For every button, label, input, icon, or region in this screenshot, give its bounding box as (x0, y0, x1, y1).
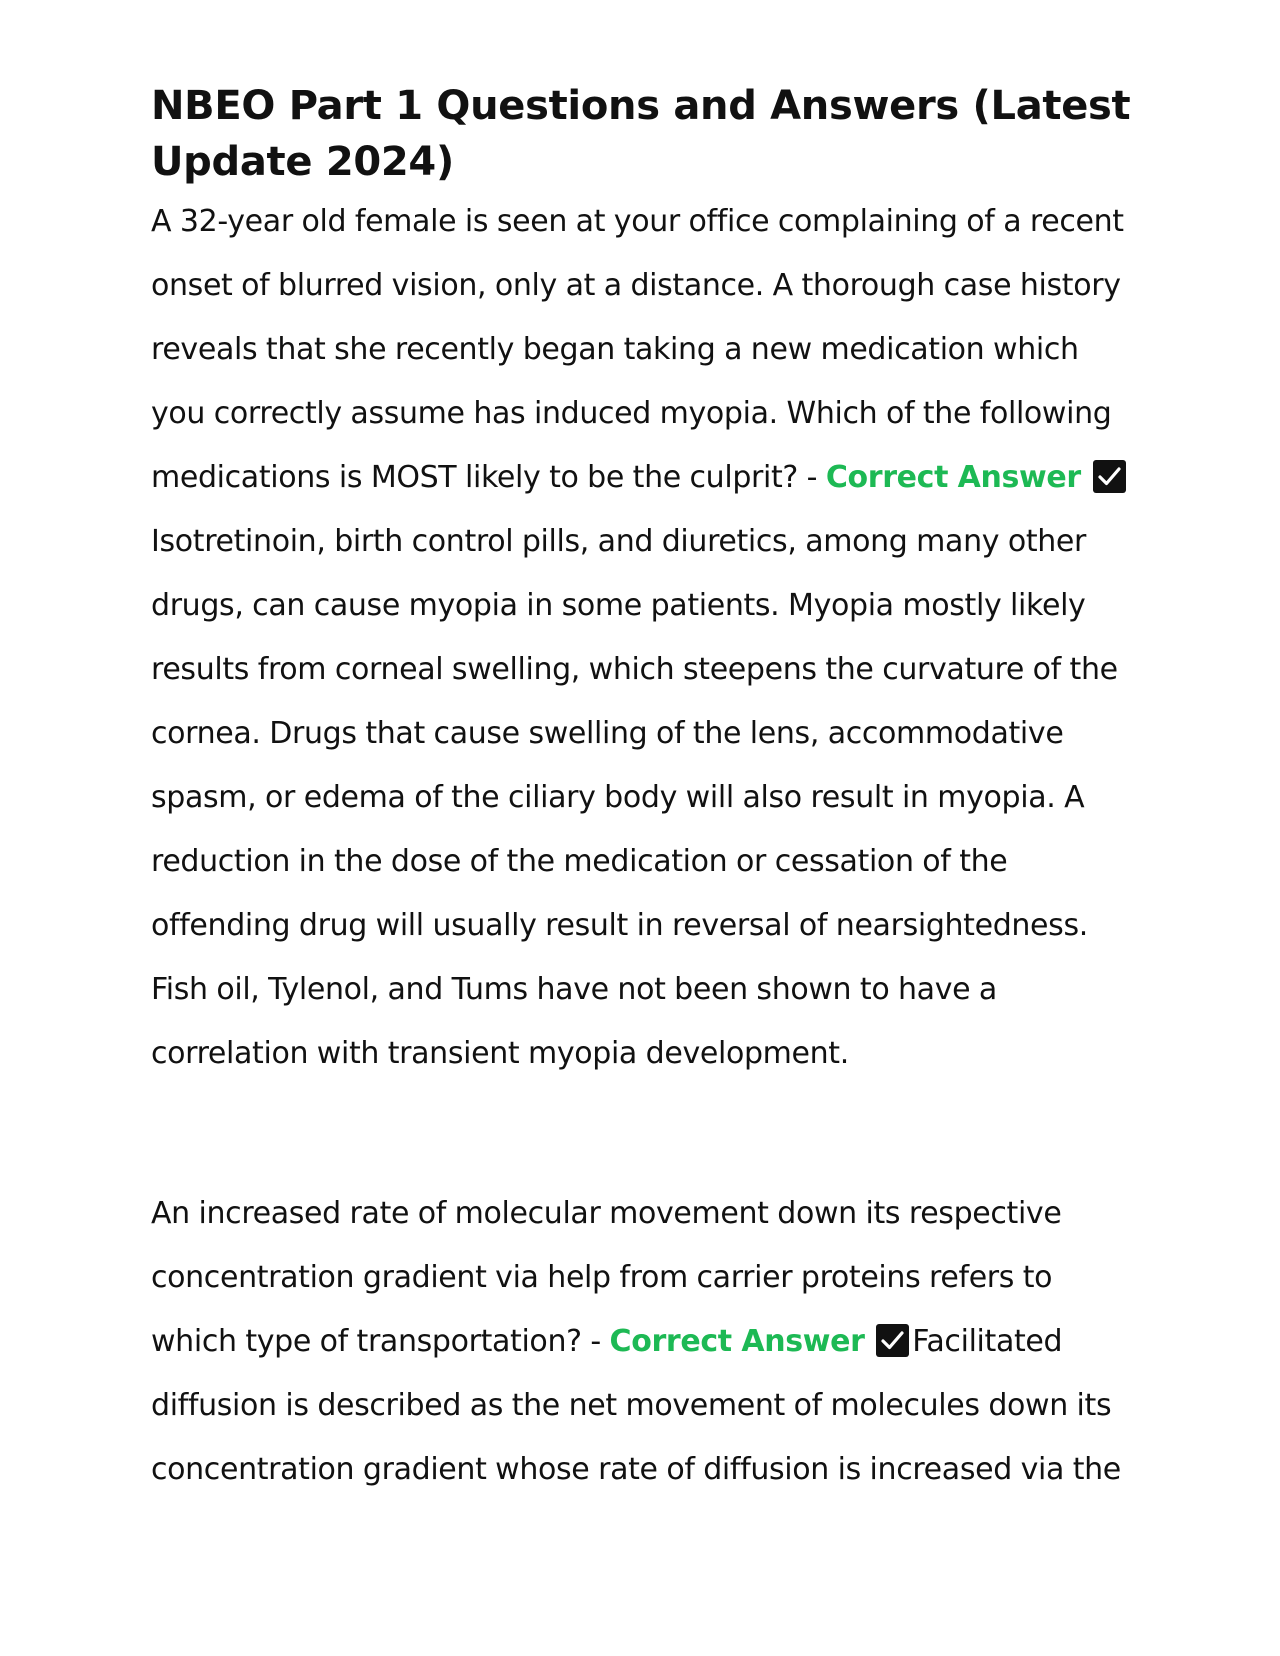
qa-item (151, 190, 1136, 1086)
check-box-icon (876, 1324, 909, 1357)
qa-item (151, 1182, 1136, 1502)
answer-text: Facilitated diffusion is described as the net movement of molecules down its concentration gradient whose rate of diffusion is increased via the (151, 1324, 1121, 1487)
correct-answer-label: Correct Answer (825, 460, 1081, 495)
check-box-icon (1093, 460, 1126, 493)
question-text: An increased rate of molecular movement down its respective concentration gradient via help from carrier proteins refers to which type of transportation? - (151, 1196, 1062, 1359)
question-text: A 32-year old female is seen at your office complaining of a recent onset of blurred vision, only at a distance. A thorough case history reveals that she recently began taking a new medication which you correctly assume has induced myopia. Which of the following medications is MOST likely to be the culprit? - (151, 204, 1124, 495)
correct-answer-label: Correct Answer (609, 1324, 865, 1359)
document-page (151, 78, 1136, 1502)
answer-text: Isotretinoin, birth control pills, and diuretics, among many other drugs, can cause myopia in some patients. Myopia mostly likely results from corneal swelling, which steepens the curvature of the cornea. Drugs that cause swelling of the lens, accommodative spasm, or edema of the ciliary body will also result in myopia. A reduction in the dose of the medication or cessation of the offending drug will usually result in reversal of nearsightedness. Fish oil, Tylenol, and Tums have not been shown to have a correlation with transient myopia development. (151, 524, 1118, 1071)
document-title: NBEO Part 1 Questions and Answers (Latest Update 2024) (151, 83, 1131, 185)
